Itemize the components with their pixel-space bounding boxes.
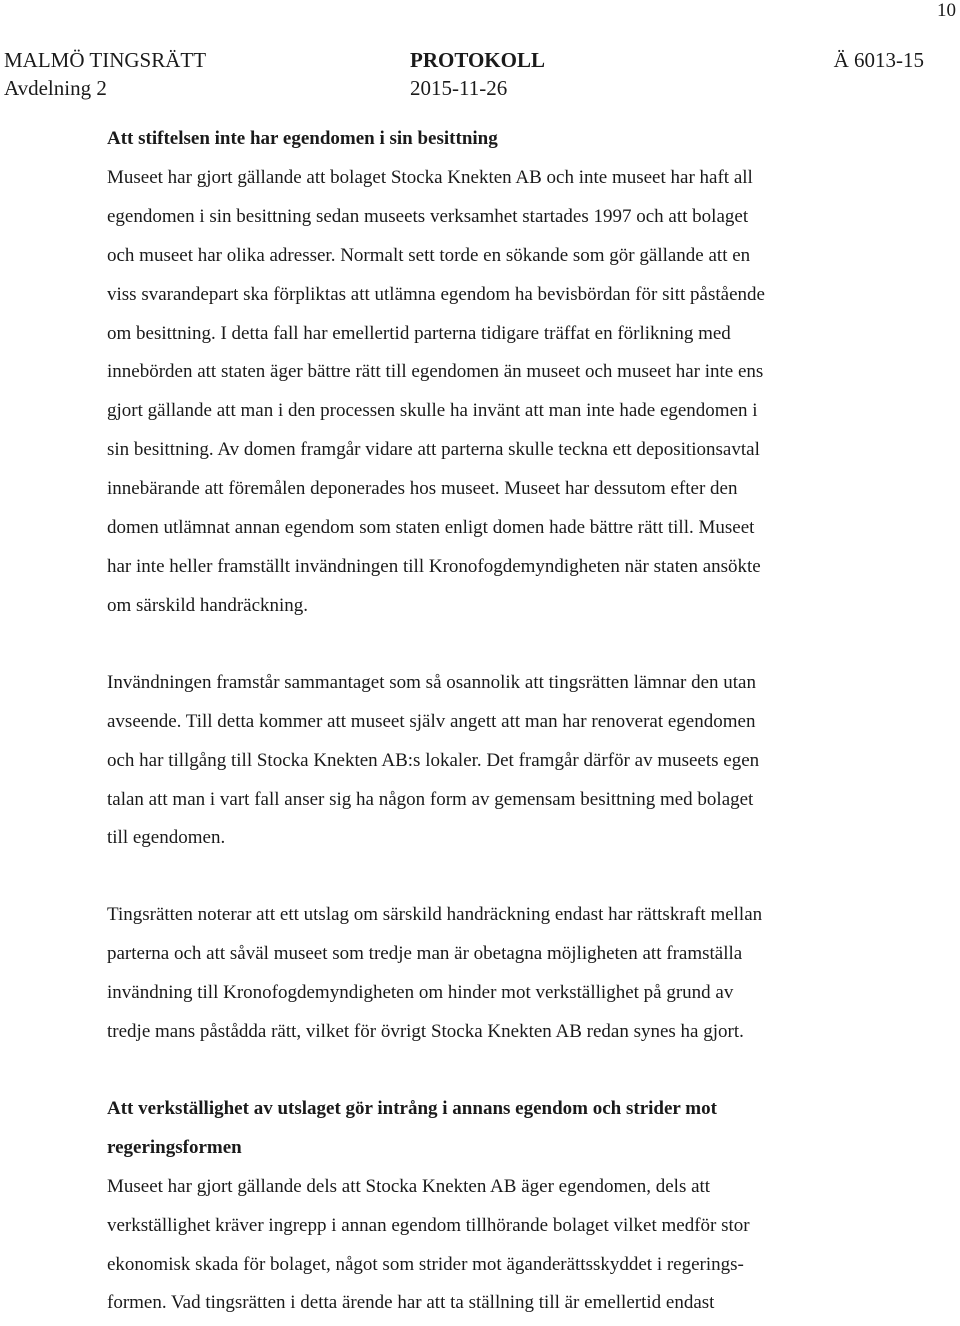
page-number: 10: [937, 0, 956, 21]
section-heading: Att verkställighet av utslaget gör intrång i annans egendom och strider mot: [107, 1097, 717, 1119]
section-heading: Att stiftelsen inte har egendomen i sin besittning: [107, 128, 498, 149]
section-heading: regeringsformen: [107, 1136, 242, 1158]
text-line: ekonomisk skada för bolaget, något som strider mot äganderättsskyddet i regerings-: [107, 1253, 744, 1275]
text-line: avseende. Till detta kommer att museet själv angett att man har renoverat egendomen: [107, 710, 756, 732]
header-row-2: [4, 74, 924, 102]
section-4: [107, 1090, 897, 1323]
document-date: 2015-11-26: [410, 76, 508, 100]
text-line: till egendomen.: [107, 827, 226, 849]
text-line: har inte heller framställt invändningen till Kronofogdemyndigheten när staten ansökte: [107, 555, 761, 577]
text-line: verkställighet kräver ingrepp i annan egendom tillhörande bolaget vilket medför stor: [107, 1214, 750, 1236]
text-line: innebärande att föremålen deponerades hos museet. Museet har dessutom efter den: [107, 478, 738, 500]
text-line: domen utlämnat annan egendom som staten enligt domen hade bättre rätt till. Museet: [107, 517, 755, 539]
paragraph-gap: [107, 858, 897, 896]
court-name: MALMÖ TINGSRÄTT: [4, 48, 207, 72]
text-line: Tingsrätten noterar att ett utslag om särskild handräckning endast har rättskraft mellan: [107, 904, 763, 926]
text-line: Invändningen framstår sammantaget som så osannolik att tingsrätten lämnar den utan: [107, 671, 756, 693]
text-line: Museet har gjort gällande att bolaget Stocka Knekten AB och inte museet har haft all: [107, 166, 753, 188]
text-line: formen. Vad tingsrätten i detta ärende har att ta ställning till är emellertid endast: [107, 1292, 715, 1314]
document-header: [4, 46, 924, 102]
text-line: om besittning. I detta fall har emellertid parterna tidigare träffat en förlikning med: [107, 322, 731, 344]
text-line: innebörden att staten äger bättre rätt till egendomen än museet och museet har inte ens: [107, 361, 764, 383]
text-line: och museet har olika adresser. Normalt sett torde en sökande som gör gällande att en: [107, 244, 751, 266]
case-number: Ä 6013-15: [833, 48, 924, 72]
header-row-1: [4, 46, 924, 74]
text-line: invändning till Kronofogdemyndigheten om hinder mot verkställighet på grund av: [107, 982, 734, 1004]
document-body: [107, 120, 897, 1323]
paragraph-gap: [107, 1052, 897, 1090]
text-line: viss svarandepart ska förpliktas att utlämna egendom ha bevisbördan för sitt påstående: [107, 283, 765, 305]
text-line: egendomen i sin besittning sedan museets verksamhet startades 1997 och att bolaget: [107, 205, 749, 227]
division: Avdelning 2: [4, 76, 107, 100]
text-line: parterna och att såväl museet som tredje man är obetagna möjligheten att framställa: [107, 943, 743, 965]
text-line: gjort gällande att man i den processen skulle ha invänt att man inte hade egendomen i: [107, 400, 758, 422]
text-line: om särskild handräckning.: [107, 594, 309, 616]
section-1: [107, 120, 897, 626]
text-line: tredje mans påstådda rätt, vilket för övrigt Stocka Knekten AB redan synes ha gjort.: [107, 1021, 744, 1043]
section-2: [107, 664, 897, 859]
text-line: och har tillgång till Stocka Knekten AB:s lokaler. Det framgår därför av museets egen: [107, 749, 760, 771]
document-type: PROTOKOLL: [410, 48, 545, 72]
paragraph-gap: [107, 626, 897, 664]
section-3: [107, 896, 897, 1052]
text-line: talan att man i vart fall anser sig ha någon form av gemensam besittning med bolaget: [107, 788, 754, 810]
text-line: sin besittning. Av domen framgår vidare att parterna skulle teckna ett depositionsavtal: [107, 439, 760, 461]
text-line: Museet har gjort gällande dels att Stocka Knekten AB äger egendomen, dels att: [107, 1175, 711, 1197]
